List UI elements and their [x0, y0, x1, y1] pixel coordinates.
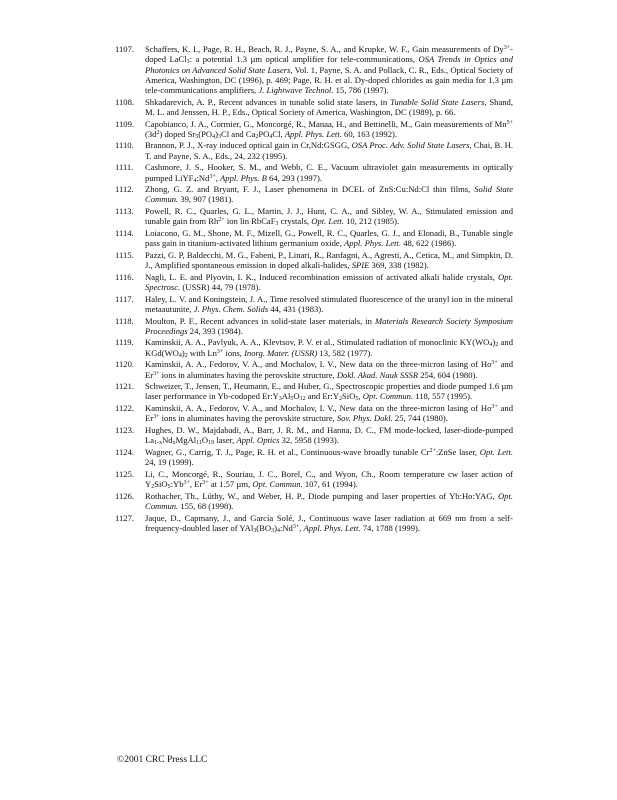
reference-text: Cashmore, J. S., Hooker, S. M., and Webb, C. E., Vacuum ultraviolet gain measurements in optically pumped $LiYF_4:Nd^{3+}$, Appl. Phys. B 64, 293 (1997).: [145, 162, 513, 184]
reference-item: [115, 447, 513, 468]
reference-item: [115, 513, 513, 534]
reference-text: Capobianco, J. A., Cormier, G., Moncorgé, R., Manaa, H., and Bettinelli, M., Gain measurements of $Mn^{5+}$ $(3d^2)$ doped $Sr_5(PO_4)_3Cl$ and $Ca_2PO_4Cl$, Appl. Phys. Lett. 60, 163 (1992).: [145, 118, 513, 140]
reference-number: 1121.: [115, 381, 135, 392]
reference-text: Rothacher, Th., Lüthy, W., and Weber, H. P., Diode pumping and laser properties of Yb:Ho:YAG, Opt. Commun. 155, 68 (1998).: [145, 490, 513, 511]
reference-item: [115, 44, 513, 95]
reference-text: Kaminskii, A. A., Fedorov, V. A., and Mochalov, I. V., New data on the three-micron lasing of $Ho^{3+}$ and $Er^{3+}$ ions in aluminates having the perovskite structure, Sov. Phys. Dokl. 25, 744 (1980).: [145, 403, 514, 424]
reference-item: [115, 228, 513, 249]
reference-number: 1120.: [115, 359, 135, 370]
reference-number: 1119.: [115, 337, 134, 348]
reference-number: 1107.: [115, 44, 135, 54]
reference-item: [115, 119, 513, 140]
reference-item: [115, 162, 513, 183]
reference-number: 1125.: [115, 468, 135, 479]
reference-number: 1114.: [115, 227, 134, 238]
reference-number: 1124.: [115, 446, 135, 457]
reference-number: 1122.: [115, 403, 135, 414]
reference-item: [115, 403, 513, 424]
reference-number: 1123.: [115, 425, 135, 435]
reference-item: [115, 250, 513, 271]
reference-item: [115, 359, 513, 380]
reference-text: Pazzi, G. P, Baldecchi, M. G., Fabeni, P., Linari, R., Ranfagni, A., Agresti, A., Cetica, M., and Simpkin, D. J., Amplified spontaneous emission in doped alkali-halides, SPIE 369, 338 (1982).: [145, 249, 513, 271]
reference-item: [115, 97, 513, 118]
reference-text: Powell, R. C., Quarles, G. L., Martin, J. J., Hunt, C. A., and Sibley, W. A., Stimulated emission and tunable gain from $Rh^{2+}$ ion lin RbCaF$_3$ crystals, Opt. Lett. 10, 212 (1985).: [145, 206, 513, 228]
reference-text: Shkadarevich, A. P., Recent advances in tunable solid state lasers, in Tunable Solid State Lasers, Shand, M. L. and Jenssen, H. P., Eds., Optical Society of America, Washington, DC (1989), p. 66.: [145, 96, 514, 117]
reference-number: 1112.: [115, 184, 134, 195]
reference-number: 1110.: [115, 140, 134, 151]
reference-text: Schaffers, K. I., Page, R. H., Beach, R. J., Payne, S. A., and Krupke, W. F., Gain measurements of $Dy^{3+}$-doped LaCl$_3$: a potential 1.3 µm optical amplifier for tele-communications, OSA Trends in Optics and Photonics on Advanced Solid State Lasers, Vol. 1, Payne, S. A. and Pollack, C. R., Eds., Optical Society of America, Washington, DC (1996), p. 469; Page, R. H. et al. Dy-doped chlorides as gain media for 1.3 µm tele-communications amplifiers, J. Lightwave Technol. 15, 786 (1997).: [145, 44, 513, 95]
reference-number: 1111.: [115, 162, 134, 173]
reference-text: Kaminskii, A. A., Fedorov, V. A., and Mochalov, I. V., New data on the three-micron lasing of $Ho^{3+}$ and $Er^{3+}$ ions in aluminates having the perovskite structure, Dokl. Akad. Nauk SSSR 254, 604 (1980).: [145, 359, 514, 380]
reference-text: Nagli, L. E. and Plyovin, I. K., Induced recombination emission of activated alkali halide crystals, Opt. Spectrosc. (USSR) 44, 79 (1978).: [145, 271, 513, 293]
reference-text: Loiacono, G. M., Shone, M. F., Mizell, G., Powell, R. C., Quarles, G. J., and Elonadi, B., Tunable single pass gain in titanium-activated lithium germanium oxide, Appl. Phys. Lett. 48, 622 (1986).: [145, 227, 513, 249]
reference-item: [115, 381, 513, 402]
reference-item: [115, 140, 513, 161]
reference-text: Li, C., Moncorgé, R., Souriau, J. C., Borel, C., and Wyon, Ch., Room temperature cw laser action of $Y_2SiO_5:Yb^{3+}$, $Er^{3+}$ at 1.57 µm, Opt. Commun. 107, 61 (1994).: [145, 468, 513, 491]
reference-text: Jaque, D., Capmany, J., and García Solé, J., Continuous wave laser radiation at 669 nm from a self-frequency-doubled laser of $YAl_3(BO_3)_4:Nd^{3+}$, Appl. Phys. Lett. 74, 1788 (1999).: [145, 512, 513, 534]
reference-text: Wagner, G., Carrig, T. J., Page, R. H. et al., Continuous-wave broadly tunable $Cr^{2+}:ZnSe$ laser, Opt. Lett. 24, 19 (1999).: [145, 446, 513, 468]
reference-number: 1109.: [115, 118, 135, 129]
reference-number: 1126.: [115, 490, 135, 501]
reference-number: 1113.: [115, 206, 134, 217]
reference-number: 1115.: [115, 249, 134, 260]
reference-text: Brannon, P. J., X-ray induced optical gain in Cr,Nd:GSGG, OSA Proc. Adv. Solid State Lasers, Chai, B. H. T. and Payne, S. A., Eds., 24, 232 (1995).: [145, 140, 513, 161]
reference-item: [115, 469, 513, 490]
reference-item: [115, 294, 513, 315]
reference-text: Haley, L. V. and Koningstein, J. A., Time resolved stimulated fluorescence of the uranyl ion in the mineral metaautunite, J. Phys. Chem. Solids 44, 431 (1983).: [145, 293, 513, 314]
reference-item: [115, 425, 513, 446]
reference-item: [115, 316, 513, 337]
reference-text: Schweizer, T., Jensen, T., Heumann, E., and Huber, G., Spectroscopic properties and diode pumped 1.6 µm laser performance in Yb-codoped $Er:Y_3Al_5O_{12}$ and $Er:Y_2SiO_5$, Opt. Commun. 118, 557 (1995).: [145, 381, 513, 403]
reference-item: [115, 184, 513, 205]
reference-item: [115, 491, 513, 512]
copyright-footer: ©2001 CRC Press LLC: [117, 755, 208, 765]
reference-number: 1127.: [115, 512, 135, 523]
reference-text: Zhong, G. Z. and Bryant, F. J., Laser phenomena in DCEL of ZnS:Cu:Nd:Cl thin films, Solid State Commun. 39, 907 (1981).: [145, 184, 514, 205]
reference-text: Hughes, D. W., Majdabadi, A., Barr, J. R. M., and Hanna, D. C., FM mode-locked, laser-diode-pumped $La_{1-x}Nd_xMgAl_{11}O_{19}$ laser, Appl. Optics 32, 5958 (1993).: [145, 425, 513, 447]
reference-list: [115, 44, 513, 534]
reference-number: 1118.: [115, 315, 134, 326]
reference-number: 1117.: [115, 293, 134, 304]
reference-item: [115, 337, 513, 358]
reference-text: Moulton, P. F., Recent advances in solid-state laser materials, in Materials Research Society Symposium Proceedings 24, 393 (1984).: [145, 315, 514, 336]
reference-text: Kaminskii, A. A., Pavlyuk, A. A., Klevtsov, P. V. et al., Stimulated radiation of monoclinic $KY(WO_4)_2$ and $KGd(WO_4)_2$ with $Ln^{3+}$ ions, Inorg. Mater. (USSR) 13, 582 (1977).: [145, 337, 513, 359]
reference-number: 1108.: [115, 96, 135, 107]
reference-item: [115, 272, 513, 293]
reference-item: [115, 206, 513, 227]
reference-number: 1116.: [115, 271, 134, 282]
